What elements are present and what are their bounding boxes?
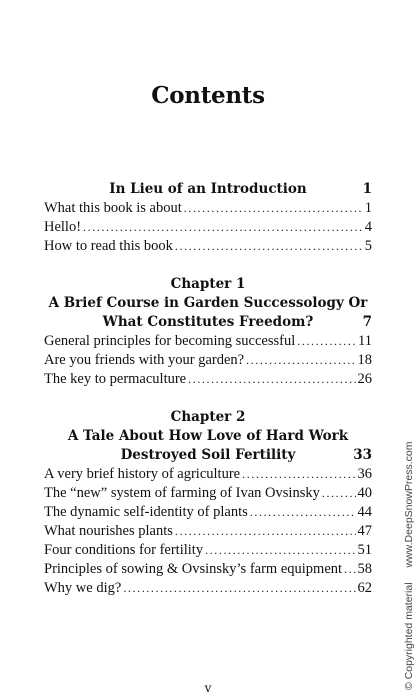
dot-leader [83, 218, 363, 237]
page-title: Contents [151, 82, 265, 109]
toc-entry-title: General principles for becoming successful [44, 333, 296, 349]
toc-entry [44, 503, 372, 522]
toc-entry-title: A very brief history of agriculture [44, 466, 241, 482]
chapter-2-title-line-1: A Tale About How Love of Hard Work [67, 428, 349, 444]
dot-leader [322, 484, 356, 503]
toc-entry-page: 26 [357, 371, 372, 387]
dot-leader [188, 370, 355, 389]
toc-entry-page: 5 [364, 238, 372, 254]
chapter-2-page: 33 [353, 447, 372, 463]
chapter-2-label: Chapter 2 [170, 409, 246, 425]
toc-entry [44, 332, 372, 351]
toc-entry [44, 560, 372, 579]
dot-leader [242, 465, 355, 484]
intro-heading-page: 1 [362, 181, 372, 197]
toc-entry [44, 237, 372, 256]
intro-heading-title: In Lieu of an Introduction [109, 181, 307, 197]
toc-section-chapter-2 [44, 408, 372, 598]
chapter-1-title-line-2: What Constitutes Freedom? [102, 314, 314, 330]
toc-entry [44, 370, 372, 389]
dot-leader [246, 351, 355, 370]
toc-entry-title: How to read this book [44, 238, 173, 254]
dot-leader [205, 541, 355, 560]
toc-entry [44, 579, 372, 598]
dot-leader [250, 503, 356, 522]
toc-entry-page: 58 [357, 561, 372, 577]
toc-entry-page: 4 [364, 219, 372, 235]
toc-section-chapter-1 [44, 275, 372, 389]
toc-entry-page: 51 [357, 542, 372, 558]
chapter-1-title-line-2-row [44, 313, 372, 332]
copyright-text: © Copyrighted material [403, 582, 415, 690]
dot-leader [123, 579, 355, 598]
chapter-1-title-line-1: A Brief Course in Garden Successology Or [48, 295, 368, 311]
chapter-1-page: 7 [362, 314, 372, 330]
toc-entry-title: The “new” system of farming of Ivan Ovsinsky [44, 485, 320, 501]
dot-leader [297, 332, 356, 351]
dot-leader [175, 237, 363, 256]
chapter-2-title-line-2: Destroyed Soil Fertility [120, 447, 296, 463]
dot-leader [344, 560, 355, 579]
toc-section-intro [44, 180, 372, 256]
toc-entry-page: 47 [357, 523, 372, 539]
toc-entry [44, 541, 372, 560]
toc-entry-title: Are you friends with your garden? [44, 352, 245, 368]
dot-leader [184, 199, 363, 218]
chapter-2-title-line-2-row [44, 446, 372, 465]
website-text: www.DeepSnowPress.com [403, 441, 415, 568]
toc-entry [44, 522, 372, 541]
toc-entry [44, 465, 372, 484]
toc-entry-title: Hello! [44, 219, 82, 235]
toc-entry-title: Principles of sowing & Ovsinsky’s farm equipment [44, 561, 343, 577]
toc-entry-title: The key to permaculture [44, 371, 187, 387]
table-of-contents [44, 180, 372, 617]
toc-entry [44, 484, 372, 503]
intro-heading [44, 180, 372, 199]
toc-entry-page: 62 [357, 580, 372, 596]
toc-entry-page: 36 [357, 466, 372, 482]
toc-entry-page: 44 [357, 504, 372, 520]
copyright-watermark [403, 441, 415, 690]
toc-entry-page: 1 [364, 200, 372, 216]
toc-entry-title: Four conditions for fertility [44, 542, 204, 558]
toc-entry-title: What nourishes plants [44, 523, 173, 539]
page-number: v [204, 681, 212, 695]
toc-entry-page: 11 [358, 333, 372, 349]
dot-leader [175, 522, 356, 541]
toc-entry-title: The dynamic self-identity of plants [44, 504, 248, 520]
toc-entry-title: Why we dig? [44, 580, 122, 596]
toc-entry [44, 199, 372, 218]
toc-entry [44, 351, 372, 370]
chapter-1-label: Chapter 1 [170, 276, 246, 292]
toc-entry-title: What this book is about [44, 200, 182, 216]
toc-entry-page: 18 [357, 352, 372, 368]
toc-entry-page: 40 [357, 485, 372, 501]
toc-entry [44, 218, 372, 237]
